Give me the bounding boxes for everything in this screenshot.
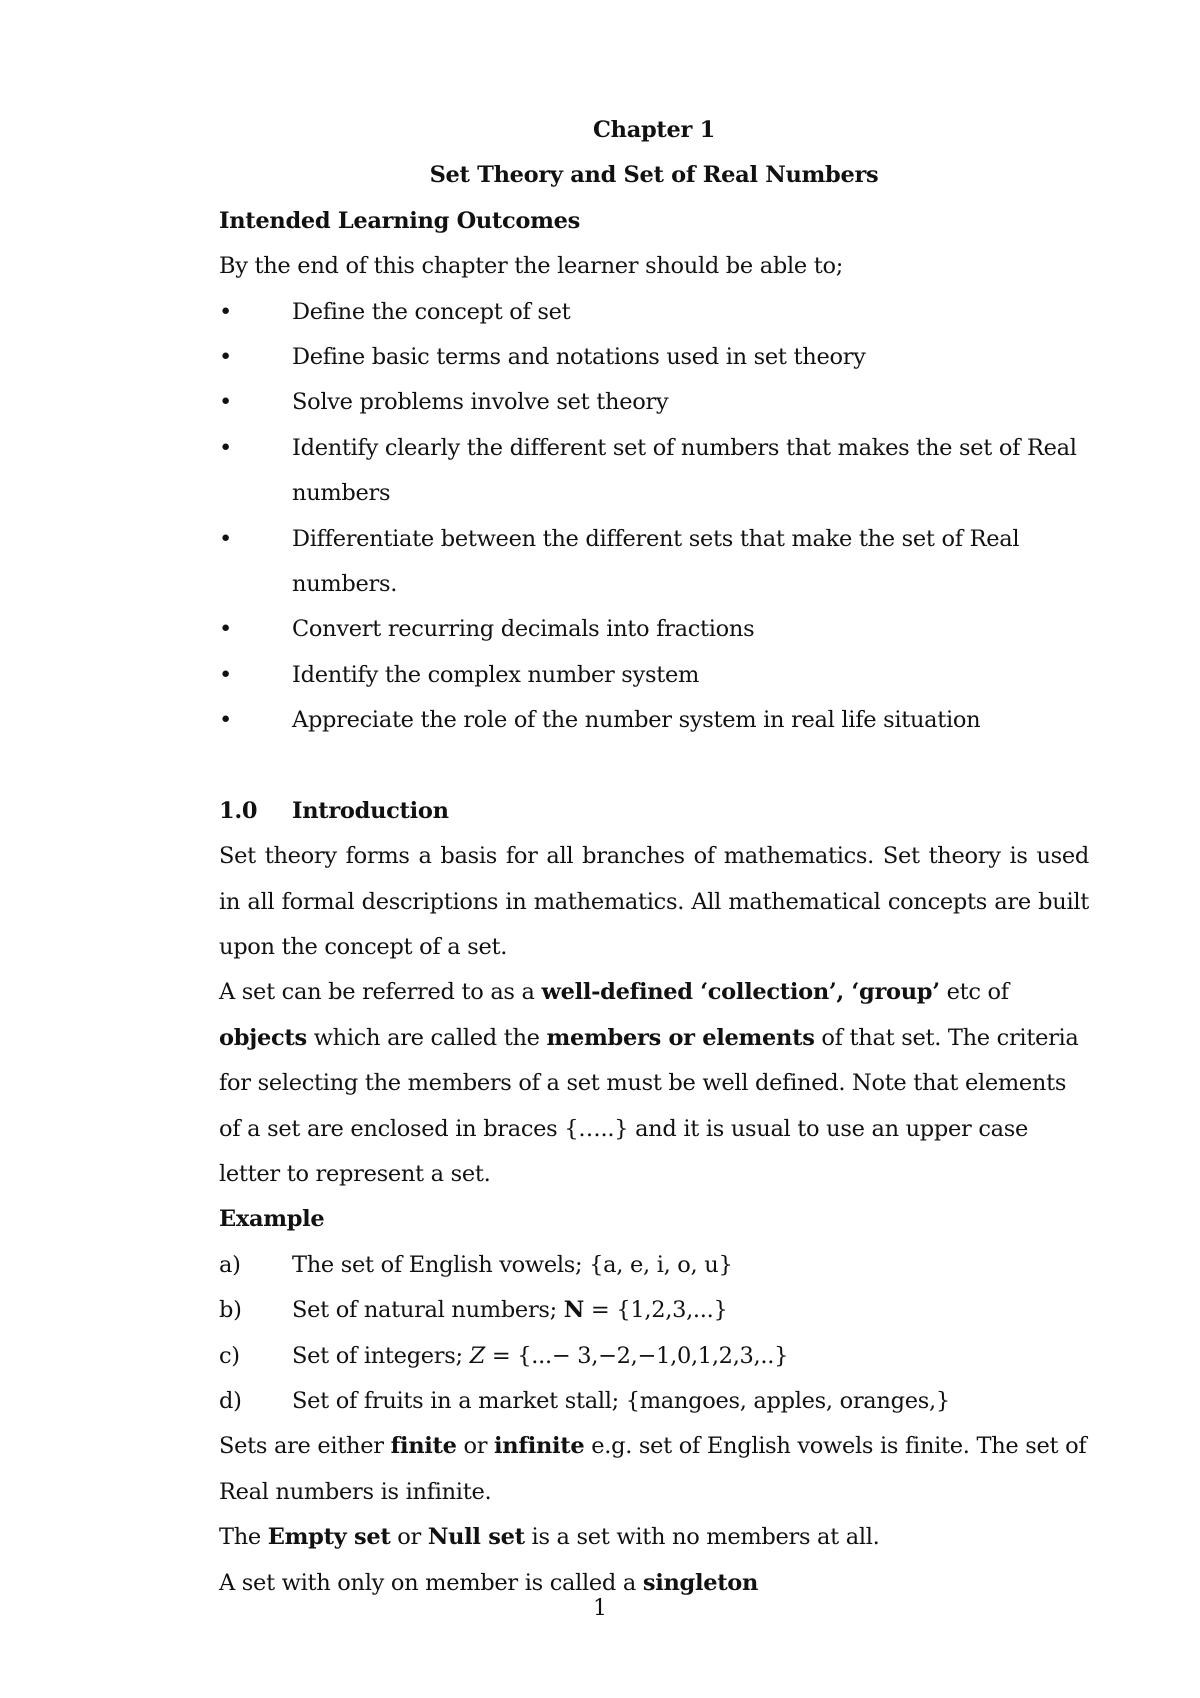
bullet-icon: • (219, 707, 232, 734)
bullet-icon: • (219, 661, 232, 688)
text-run: etc of (939, 979, 1009, 1006)
bold-term: infinite (494, 1433, 585, 1460)
text-run: e.g. set of English vowels is finite. The set of Real numbers is infinite. (219, 1433, 1087, 1505)
outcomes-heading: Intended Learning Outcomes (219, 207, 581, 234)
text-run: A set with only on member is called a (219, 1569, 643, 1596)
text-run: is a set with no members at all. (524, 1524, 880, 1551)
example-label: a) (219, 1251, 241, 1278)
math-symbol: Z (469, 1342, 485, 1369)
text-run: Set of natural numbers; (292, 1297, 564, 1324)
list-item (219, 380, 1089, 425)
bullet-icon: • (219, 525, 232, 552)
list-item (219, 290, 1089, 335)
section-number: 1.0 (219, 797, 258, 824)
bold-term: singleton (642, 1569, 759, 1596)
bold-term: well-defined ‘collection’, ‘group’ (541, 979, 940, 1006)
text-run: Set of integers; (292, 1342, 470, 1369)
bold-term: members or elements (546, 1024, 815, 1051)
outcome-text: Identify clearly the different set of numbers that makes the set of Real numbers (292, 434, 1077, 507)
bold-term: finite (390, 1433, 457, 1460)
math-expression: = {1,2,3,...} (584, 1297, 728, 1324)
example-item (219, 1334, 1089, 1379)
bullet-icon: • (219, 389, 232, 416)
bullet-icon: • (219, 298, 232, 325)
outcomes-intro: By the end of this chapter the learner should be able to; (219, 253, 844, 280)
example-item (219, 1379, 1089, 1424)
text-run: or (390, 1524, 428, 1551)
bullet-icon: • (219, 434, 232, 461)
bold-term: objects (219, 1024, 307, 1051)
chapter-label: Chapter 1 (593, 117, 715, 143)
example-text: Set of fruits in a market stall; {mangoes, apples, oranges,} (292, 1387, 950, 1414)
math-symbol: N (563, 1297, 585, 1324)
bold-term: Empty set (267, 1524, 391, 1551)
intro-paragraph: Set theory forms a basis for all branches of mathematics. Set theory is used in all formal descriptions in mathematics. All mathematical concepts are built upon the concept of a set. (219, 843, 1089, 960)
example-text (292, 1288, 728, 1333)
text-run: The (219, 1524, 268, 1551)
set-definition-paragraph (219, 970, 1089, 1197)
example-item (219, 1288, 1089, 1333)
text-run: A set can be referred to as a (219, 979, 542, 1006)
math-expression: = {...− 3,−2,−1,0,1,2,3,..} (485, 1342, 789, 1369)
section-heading (219, 789, 1089, 834)
bullet-icon: • (219, 344, 232, 371)
list-item (219, 653, 1089, 698)
bold-term: Null set (427, 1524, 525, 1551)
outcome-text: Define the concept of set (292, 298, 571, 325)
page-number: 1 (593, 1596, 607, 1621)
text-run: Sets are either (219, 1433, 391, 1460)
section-title: Introduction (292, 797, 449, 824)
text-run: of that set. The criteria for selecting the members of a set must be well defined. Note that elements of a set are enclosed in braces {…..} and it is usual to use an upper case letter to represent a set. (219, 1024, 1079, 1187)
example-text: The set of English vowels; {a, e, i, o, u} (292, 1251, 733, 1278)
outcome-text: Solve problems involve set theory (292, 389, 669, 416)
page-content (219, 108, 1089, 1606)
list-item (219, 426, 1089, 517)
spacer (219, 744, 1089, 789)
list-item (219, 335, 1089, 380)
finite-paragraph (219, 1424, 1089, 1515)
outcomes-list (219, 290, 1089, 744)
outcome-text: Convert recurring decimals into fractions (292, 616, 755, 643)
example-text (292, 1334, 788, 1379)
empty-set-paragraph (219, 1515, 1089, 1560)
text-run: which are called the (306, 1024, 547, 1051)
example-label: d) (219, 1387, 242, 1414)
outcome-text: Define basic terms and notations used in set theory (292, 344, 866, 371)
example-heading: Example (219, 1206, 325, 1233)
example-label: c) (219, 1342, 240, 1369)
outcome-text: Identify the complex number system (292, 661, 700, 688)
outcome-text: Appreciate the role of the number system in real life situation (292, 707, 981, 734)
example-label: b) (219, 1297, 242, 1324)
example-item (219, 1243, 1089, 1288)
chapter-title: Set Theory and Set of Real Numbers (429, 162, 879, 189)
text-run: or (456, 1433, 495, 1460)
outcome-text: Differentiate between the different sets that make the set of Real numbers. (292, 525, 1020, 598)
bullet-icon: • (219, 616, 232, 643)
list-item (219, 517, 1089, 608)
list-item (219, 698, 1089, 743)
list-item (219, 607, 1089, 652)
